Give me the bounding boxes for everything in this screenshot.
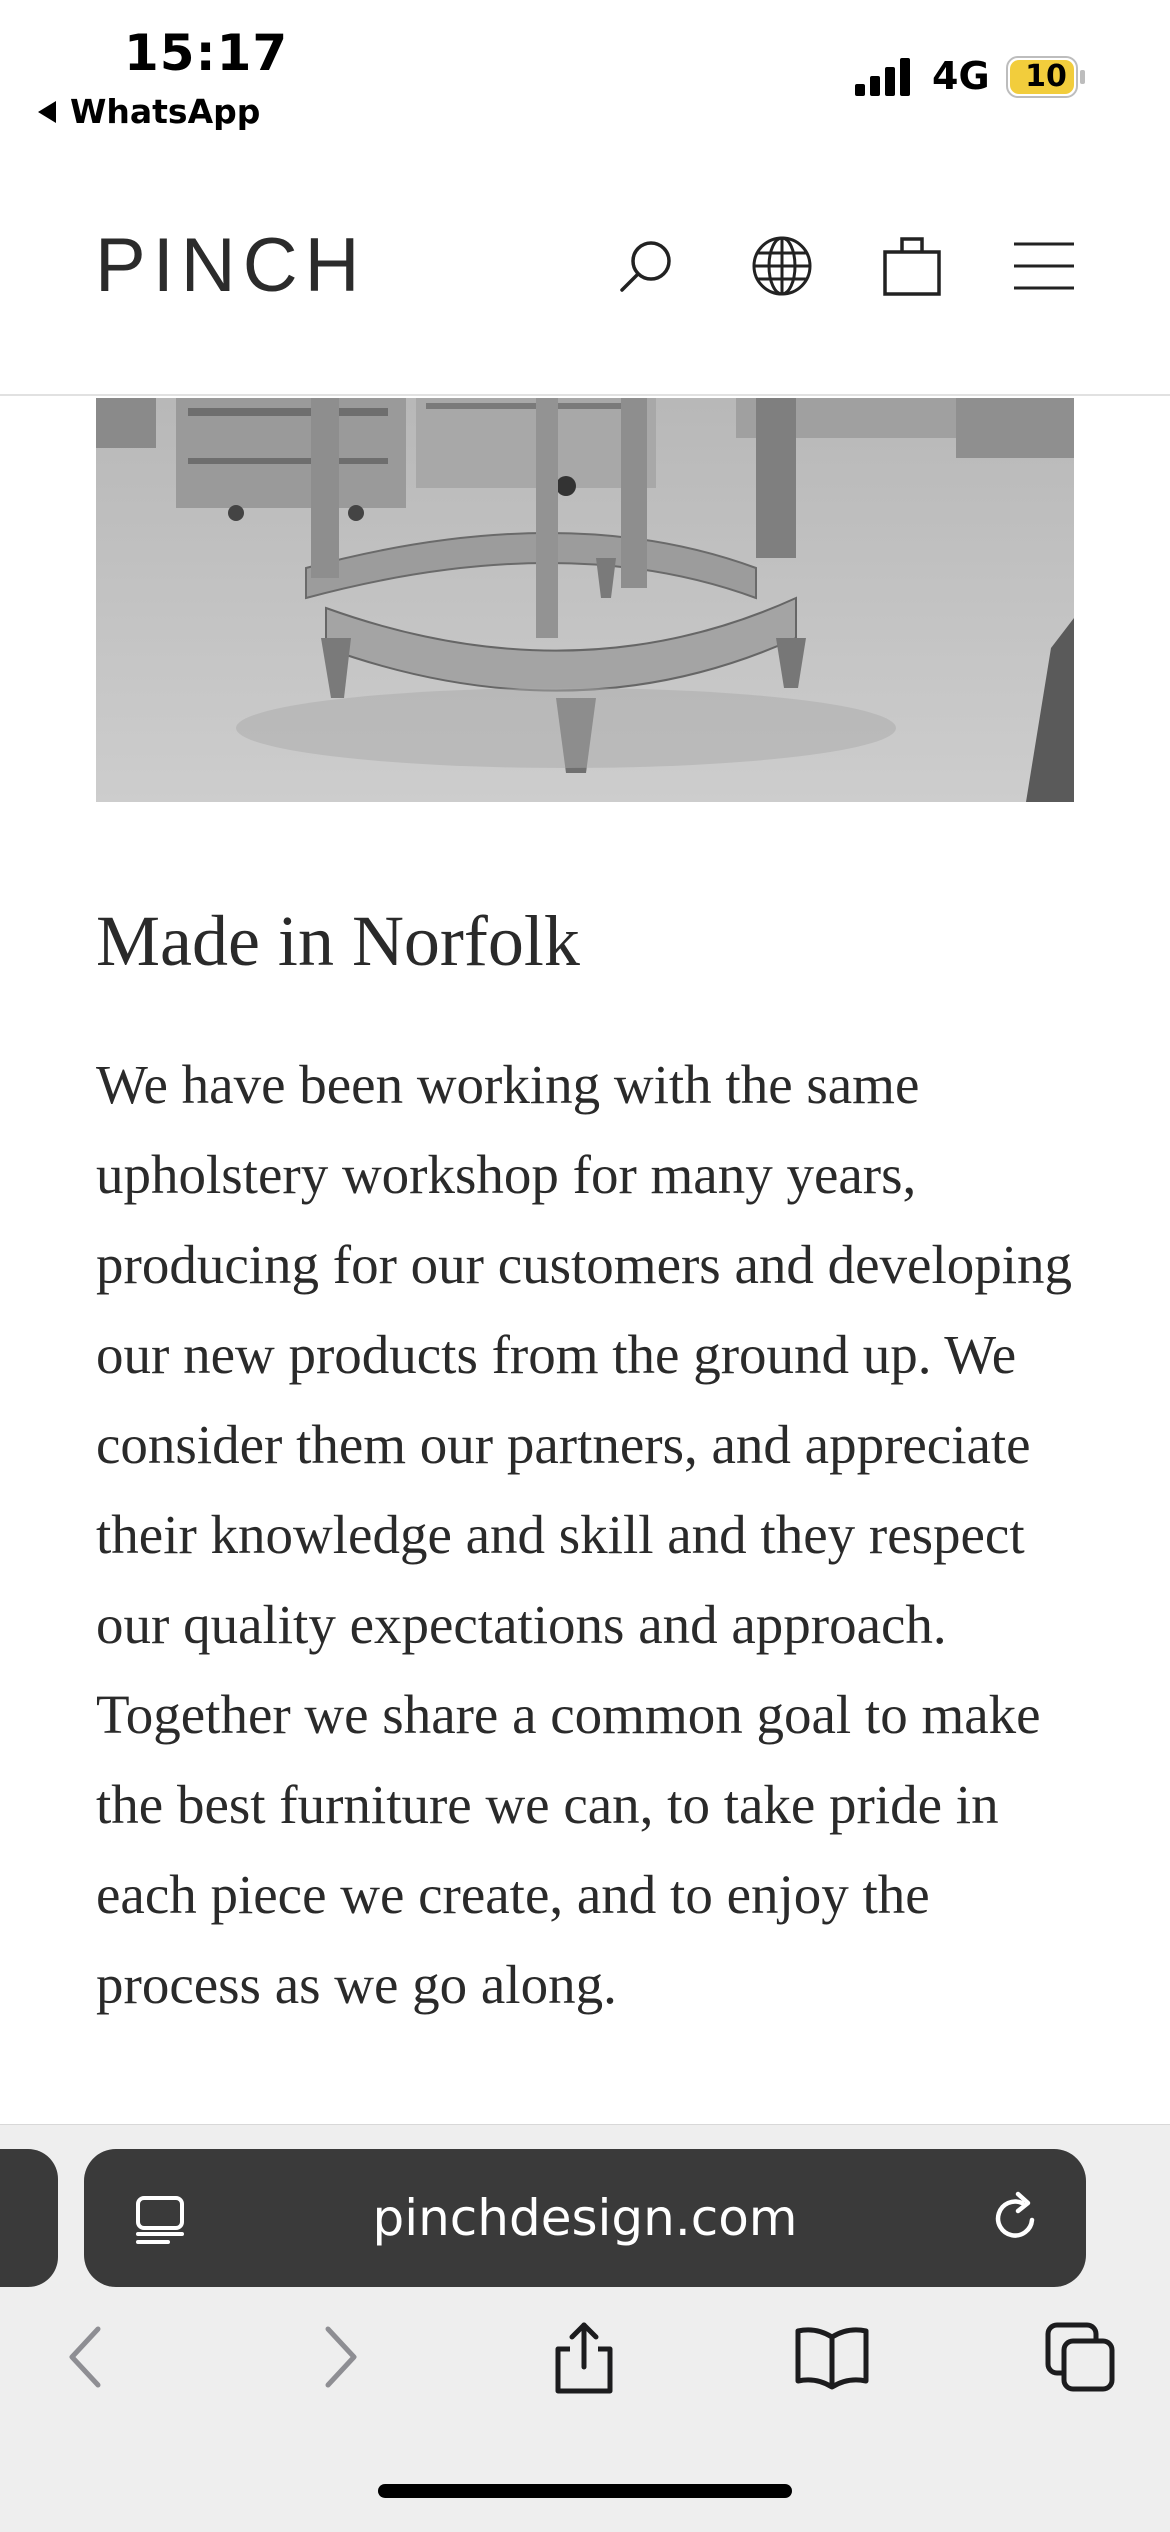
back-triangle-icon — [38, 101, 56, 123]
back-app-label: WhatsApp — [70, 92, 261, 131]
shopping-bag-icon[interactable] — [880, 234, 944, 298]
reload-icon[interactable] — [988, 2190, 1044, 2246]
address-bar[interactable] — [84, 2149, 1086, 2287]
bookmarks-icon[interactable] — [794, 2319, 870, 2395]
forward-icon[interactable] — [302, 2319, 378, 2395]
url-text[interactable]: pinchdesign.com — [372, 2189, 798, 2247]
search-icon[interactable] — [614, 234, 678, 298]
browser-toolbar — [0, 2124, 1170, 2532]
menu-icon[interactable] — [1012, 234, 1076, 298]
cellular-signal-icon — [855, 58, 915, 98]
workshop-photo-image — [96, 398, 1074, 802]
hero-photo — [96, 398, 1074, 802]
globe-icon[interactable] — [750, 234, 814, 298]
back-icon[interactable] — [48, 2319, 124, 2395]
back-to-app-link[interactable] — [38, 92, 260, 131]
home-indicator[interactable] — [378, 2484, 792, 2498]
previous-tab-pill[interactable] — [0, 2149, 58, 2287]
network-type: 4G — [932, 54, 990, 98]
site-header — [0, 150, 1170, 396]
section-title: Made in Norfolk — [96, 901, 580, 981]
status-time: 15:17 — [124, 24, 289, 82]
tabs-icon[interactable] — [1042, 2319, 1118, 2395]
share-icon[interactable] — [546, 2319, 622, 2395]
site-logo[interactable]: PINCH — [95, 223, 367, 308]
battery-level: 10 — [1025, 59, 1067, 94]
section-body: We have been working with the same upholstery workshop for many years, producing for our customers and developing our new products from the ground up. We consider them our partners, and appreciate their knowledge and skill and they respect our quality expectations and approach. Together we share a common goal to make the best furniture we can, to take pride in each piece we create, and to enjoy the process as we go along. — [96, 1054, 1073, 2015]
status-bar — [0, 0, 1170, 150]
